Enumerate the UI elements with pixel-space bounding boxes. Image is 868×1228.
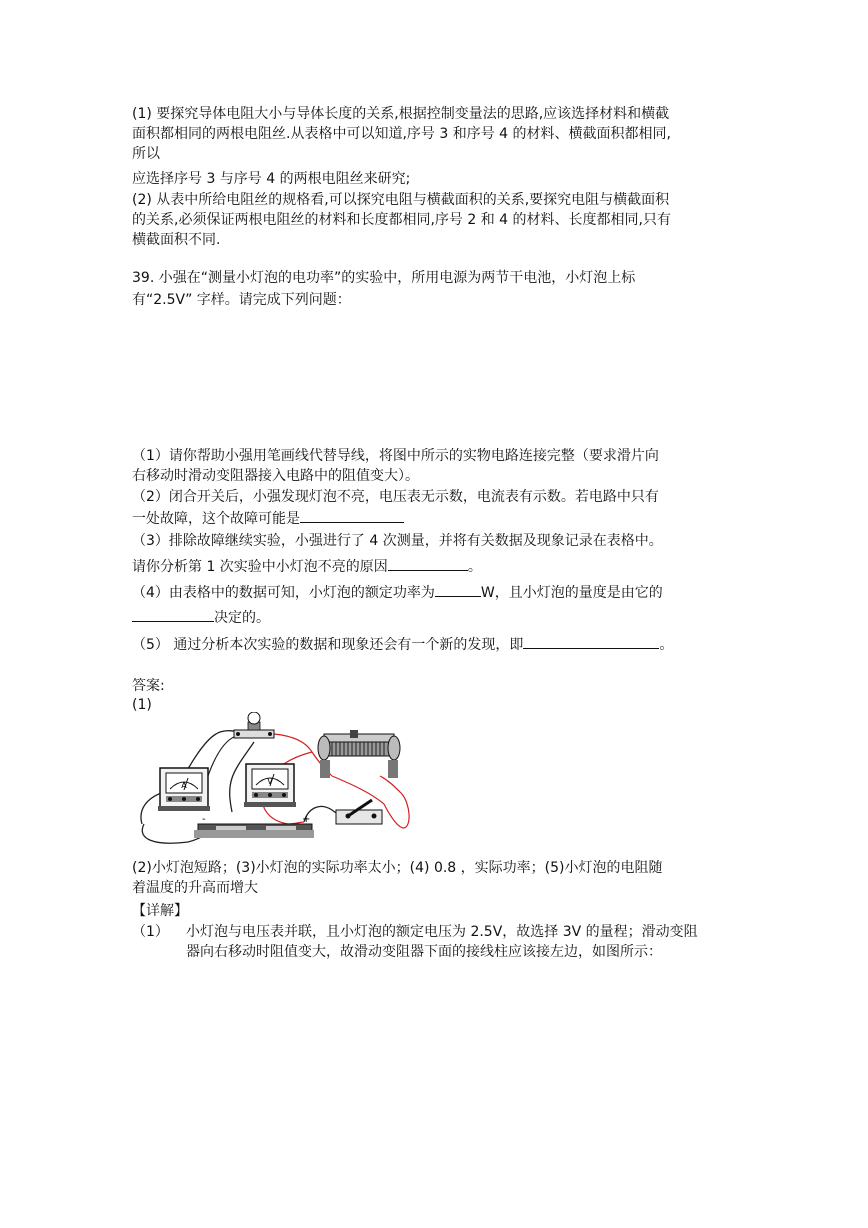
question-title: 39. 小强在“测量小灯泡的电功率”的实验中，所用电源为两节干电池，小灯泡上标 bbox=[132, 270, 636, 286]
battery-plus: + bbox=[302, 814, 311, 825]
sub-question-2 bbox=[132, 508, 404, 529]
answer-blank bbox=[300, 508, 404, 523]
analysis-line: 的关系,必须保证两根电阻丝的材料和长度都相同,序号 2 和 4 的材料、长度都相同,只有 bbox=[132, 212, 671, 228]
detail-line: 器向右移动时阻值变大，故滑动变阻器下面的接线柱应该接左边，如图所示： bbox=[186, 944, 662, 960]
sub-question-4 bbox=[132, 607, 270, 628]
ammeter-symbol: A bbox=[181, 781, 187, 790]
answer-blank bbox=[435, 582, 481, 597]
battery bbox=[194, 814, 314, 838]
added-wire bbox=[332, 776, 384, 804]
answer-blank bbox=[523, 634, 659, 649]
sub-question-4 bbox=[132, 582, 663, 603]
sub-question-4-text3: 决定的。 bbox=[214, 610, 270, 626]
detail-num: （1） bbox=[132, 924, 169, 940]
voltmeter-symbol: V bbox=[267, 777, 273, 786]
analysis-line: (2) 从表中所给电阻丝的规格看,可以探究电阻与横截面积的关系,要探究电阻与横截面积 bbox=[132, 192, 670, 208]
analysis-line: 所以 bbox=[132, 146, 160, 162]
answer-part1: (1) bbox=[132, 697, 152, 713]
circuit-figure bbox=[136, 712, 416, 850]
rheostat bbox=[318, 730, 400, 778]
answer-line: (2)小灯泡短路；(3)小灯泡的实际功率太小；(4) 0.8 ，实际功率；(5)小灯泡的电阻随 bbox=[132, 860, 663, 876]
sub-question-1: （1）请你帮助小强用笔画线代替导线，将图中所示的实物电路连接完整（要求滑片向 bbox=[132, 448, 659, 464]
sub-question-3-text: 请你分析第 1 次实验中小灯泡不亮的原因 bbox=[132, 559, 388, 575]
sub-question-3-end: 。 bbox=[467, 559, 482, 575]
sub-question-3: （3）排除故障继续实验，小强进行了 4 次测量，并将有关数据及现象记录在表格中。 bbox=[132, 533, 663, 549]
analysis-line: 横截面积不同. bbox=[132, 232, 221, 248]
sub-question-5-end: 。 bbox=[659, 637, 674, 653]
sub-question-2: （2）闭合开关后，小强发现灯泡不亮，电压表无示数，电流表有示数。若电路中只有 bbox=[132, 489, 659, 505]
answer-line: 着温度的升高而增大 bbox=[132, 880, 258, 896]
detail-label: 【详解】 bbox=[132, 903, 188, 919]
sub-question-2-text: 一处故障，这个故障可能是 bbox=[132, 511, 300, 527]
lamp bbox=[234, 712, 274, 738]
analysis-line: 应选择序号 3 与序号 4 的两根电阻丝来研究; bbox=[132, 171, 411, 187]
question-title: 有“2.5V” 字样。请完成下列问题： bbox=[132, 292, 351, 308]
sub-question-5-text: （5） 通过分析本次实验的数据和现象还会有一个新的发现，即 bbox=[132, 637, 524, 653]
sub-question-1: 右移动时滑动变阻器接入电路中的阻值变大）。 bbox=[132, 468, 419, 484]
added-wire bbox=[264, 808, 304, 824]
detail-line: 小灯泡与电压表并联，且小灯泡的额定电压为 2.5V，故选择 3V 的量程；滑动变阻 bbox=[186, 924, 698, 940]
sub-question-3 bbox=[132, 556, 482, 577]
analysis-line: 面积都相同的两根电阻丝.从表格中可以知道,序号 3 和序号 4 的材料、横截面积都相同, bbox=[132, 126, 671, 142]
sub-question-4-text2: W，且小灯泡的量度是由它的 bbox=[480, 585, 663, 601]
answer-blank bbox=[388, 556, 468, 571]
added-wire bbox=[380, 776, 409, 828]
switch bbox=[336, 800, 382, 824]
ammeter bbox=[158, 768, 210, 811]
battery-minus: - bbox=[202, 814, 206, 825]
answer-label: 答案: bbox=[132, 678, 165, 694]
sub-question-4-text: （4）由表格中的数据可知，小灯泡的额定功率为 bbox=[132, 585, 435, 601]
answer-blank bbox=[132, 607, 214, 622]
voltmeter bbox=[244, 764, 296, 807]
analysis-line: (1) 要探究导体电阻大小与导体长度的关系,根据控制变量法的思路,应该选择材料和横截 bbox=[132, 106, 670, 122]
sub-question-5 bbox=[132, 634, 673, 655]
